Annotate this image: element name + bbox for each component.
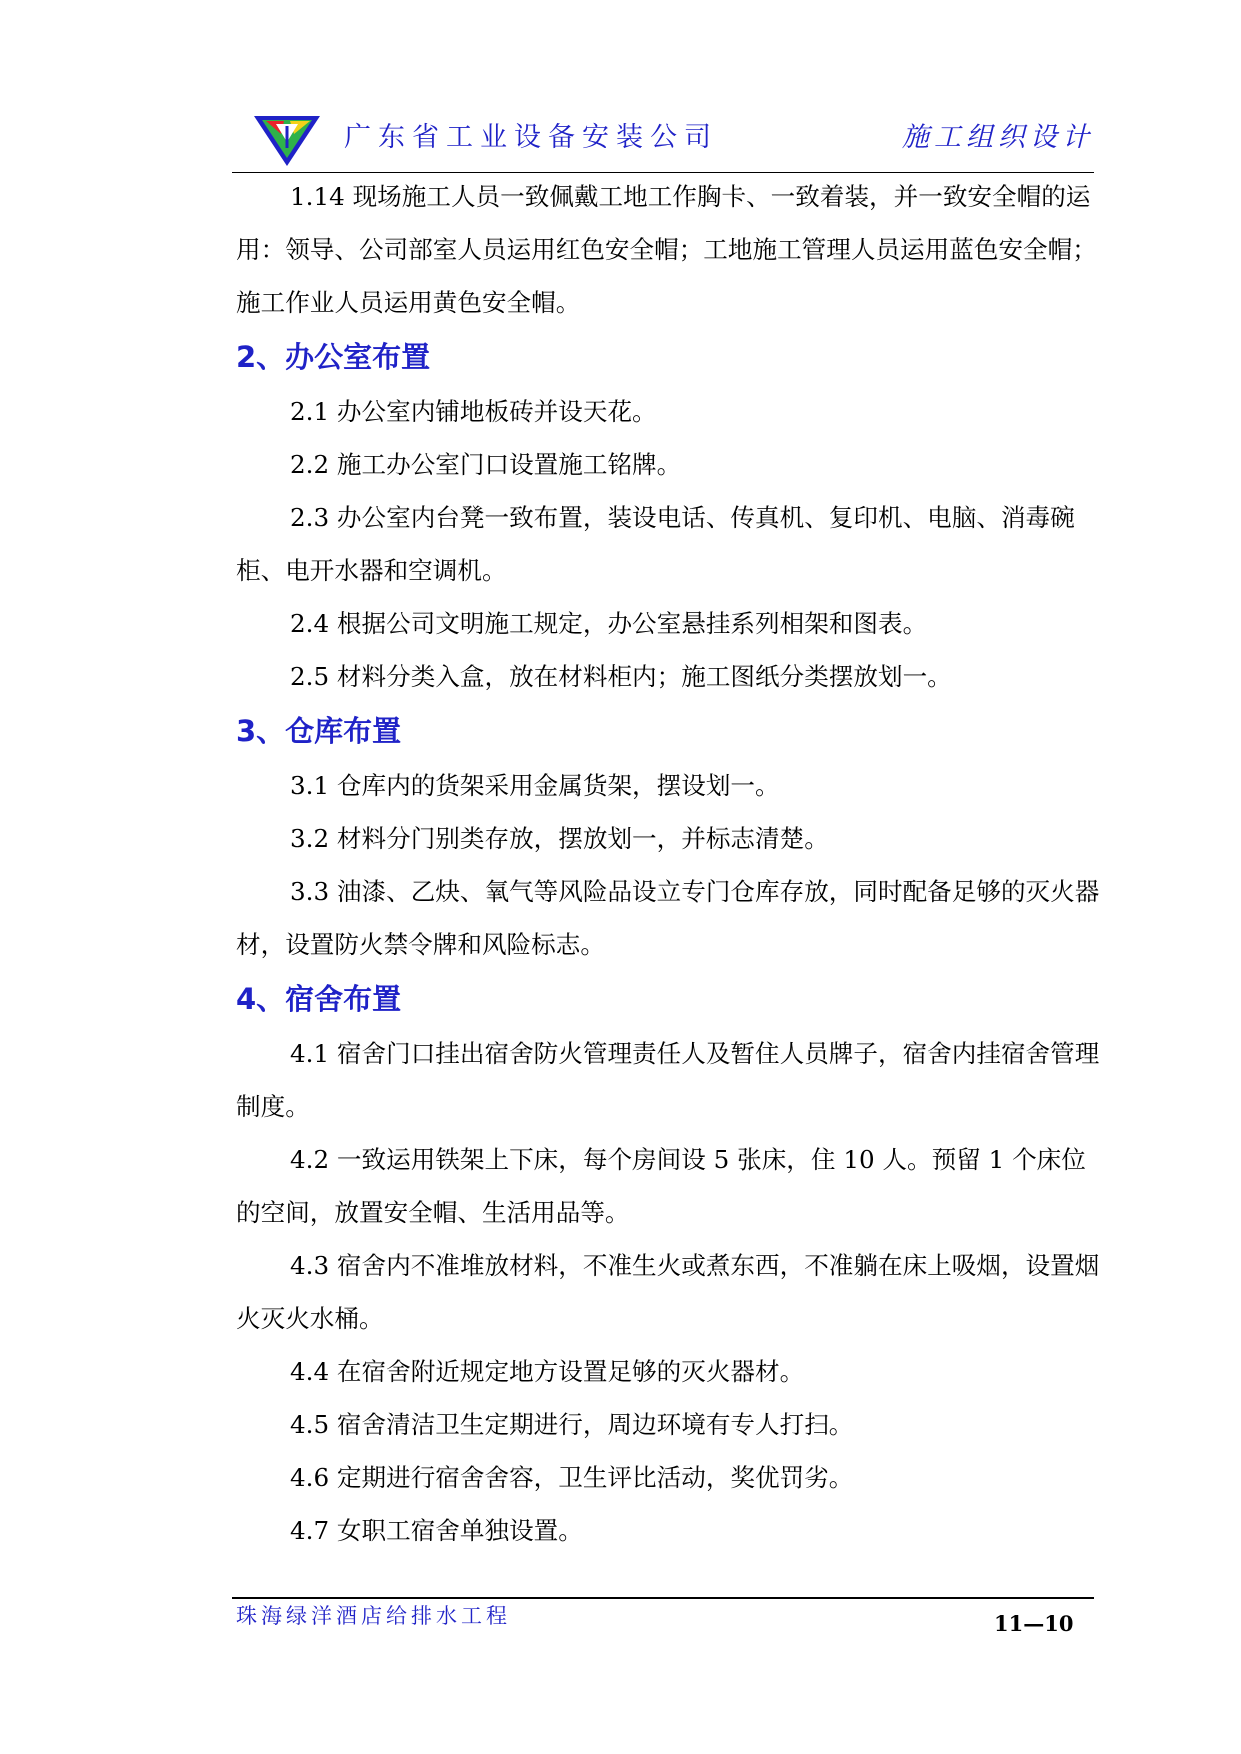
document-type: 施工组织设计 — [902, 122, 1094, 153]
paragraph-3-3: 3.3 油漆、乙炔、氧气等风险品设立专门仓库存放，同时配备足够的灭火器材，设置防火禁令牌和风险标志。 — [236, 877, 1100, 959]
paragraph-2-2: 2.2 施工办公室门口设置施工铭牌。 — [290, 450, 682, 479]
paragraph-2-3: 2.3 办公室内台凳一致布置，装设电话、传真机、复印机、电脑、消毒碗柜、电开水器和空调机。 — [236, 503, 1075, 585]
paragraph-2-4: 2.4 根据公司文明施工规定，办公室悬挂系列相架和图表。 — [290, 609, 928, 638]
paragraph-4-2: 4.2 一致运用铁架上下床，每个房间设 5 张床，住 10 人。预留 1 个床位的空间，放置安全帽、生活用品等。 — [236, 1145, 1086, 1227]
company-name: 广东省工业设备安装公司 — [344, 122, 718, 153]
paragraph-2-5: 2.5 材料分类入盒，放在材料柜内；施工图纸分类摆放划一。 — [290, 662, 952, 691]
paragraph-3-1: 3.1 仓库内的货架采用金属货架，摆设划一。 — [290, 771, 780, 800]
paragraph-4-5: 4.5 宿舍清洁卫生定期进行，周边环境有专人打扫。 — [290, 1410, 854, 1439]
paragraph-4-1: 4.1 宿舍门口挂出宿舍防火管理责任人及暂住人员牌子，宿舍内挂宿舍管理制度。 — [236, 1039, 1100, 1121]
paragraph-3-2: 3.2 材料分门别类存放，摆放划一，并标志清楚。 — [290, 824, 829, 853]
section-heading-office: 2、办公室布置 — [236, 340, 431, 374]
paragraph-1-14: 1.14 现场施工人员一致佩戴工地工作胸卡、一致着装，并一致安全帽的运用：领导、公司部室人员运用红色安全帽；工地施工管理人员运用蓝色安全帽；施工作业人员运用黄色安全帽。 — [236, 182, 1097, 317]
paragraph-4-3: 4.3 宿舍内不准堆放材料，不准生火或煮东西，不准躺在床上吸烟，设置烟火灭火水桶。 — [236, 1251, 1100, 1333]
footer-rule — [232, 1597, 1094, 1599]
company-logo-icon — [254, 112, 320, 168]
paragraph-4-7: 4.7 女职工宿舍单独设置。 — [290, 1516, 583, 1545]
section-heading-dormitory: 4、宿舍布置 — [236, 982, 402, 1016]
paragraph-4-4: 4.4 在宿舍附近规定地方设置足够的灭火器材。 — [290, 1357, 805, 1386]
document-body — [236, 170, 1106, 1557]
paragraph-4-6: 4.6 定期进行宿舍舍容，卫生评比活动，奖优罚劣。 — [290, 1463, 854, 1492]
section-heading-warehouse: 3、仓库布置 — [236, 714, 402, 748]
paragraph-2-1: 2.1 办公室内铺地板砖并设天花。 — [290, 397, 657, 426]
project-name: 珠海绿洋酒店给排水工程 — [236, 1604, 511, 1628]
page-number: 11—10 — [994, 1611, 1074, 1636]
page-header — [232, 100, 1094, 170]
